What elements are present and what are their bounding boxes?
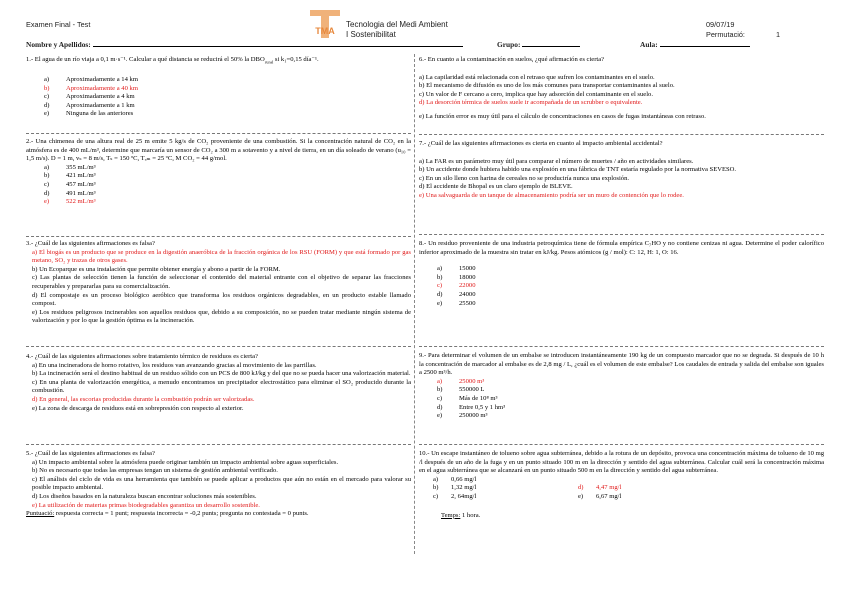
question-stem: 10.- Un escape instantáneo de tolueno sobre agua subterránea, debido a la rotura de un depósito, provoca una concentración máxima de tolueno de 10 mg /l después de un año de la fuga y en un punto situado 100 m en la dirección y sentido del agua subterránea. Calcular cuál será la concentración máxima en el agua subterránea que se alcanzará en un punto situado 500 m en la dirección y sentido del agua subterránea.	[419, 450, 824, 475]
question-separator	[419, 346, 824, 347]
option-b[interactable]: b) 421 mL/m³	[44, 172, 96, 180]
question-7	[419, 140, 824, 201]
options-grid	[419, 476, 824, 502]
option-c[interactable]: c) Las plantas de selección tienen la función de seleccionar el contenido del material entrante con el objetivo de separar las fracciones recuperables y prepararlas para su comercialización.	[32, 274, 411, 290]
option-a[interactable]: a) En una incineradora de horno rotativo, los residuos van avanzando gracias al movimiento de las parrillas.	[32, 361, 317, 369]
option-e[interactable]: e) Una salvaguarda de un tanque de almacenamiento podría ser un muro de contención que lo rodee.	[419, 191, 684, 199]
question-6	[419, 56, 824, 122]
option-d[interactable]: d) Entre 0,5 y 1 hm³	[437, 403, 506, 411]
option-a[interactable]: a) El biogás es un producto que se produce en la digestión anaeróbica de la fracción orgánica de los RSU (FORM) y que está formado por gas metano, SO₂ y trazas de otros gases.	[32, 248, 411, 265]
option-c[interactable]: c) En una planta de valorización energética, a menudo encontramos un precipitador electrostático para eliminar el SO₂ producido durante la combustión.	[32, 378, 412, 395]
question-9	[419, 352, 824, 421]
time-note: Temps: 1 hora.	[441, 511, 481, 519]
option-d[interactable]: d) El compostaje es un proceso biológico aeróbico que transforma los residuos orgánicos degradables, en un producto estable llamado compost.	[32, 291, 411, 308]
option-c[interactable]: c) Un valor de F cercano a cero, implica que hay adsorción del contaminante en el suelo.	[419, 90, 653, 98]
tma-logo	[308, 6, 342, 40]
question-8	[419, 240, 824, 308]
column-divider	[414, 54, 415, 554]
option-b[interactable]: b) No es necesario que todas las empresas tengan un sistema de gestión ambiental verificado.	[32, 467, 278, 475]
option-d[interactable]: d) La desorción térmica de suelos suele ir acompañada de un scrubber o equivalente.	[419, 99, 643, 107]
question-separator	[26, 346, 411, 347]
option-e[interactable]: e) Los residuos peligrosos incinerables son aquellos residuos que, debido a su composición, no se pueden tratar mediante ningún sistema de valorización y por lo que la gestión óptima es la incineración.	[32, 308, 412, 325]
option-a[interactable]: a) 15000	[437, 265, 476, 273]
group-line[interactable]	[522, 46, 580, 47]
exam-date: 09/07/19	[706, 20, 735, 29]
option-a[interactable]: a) 25000 m³	[437, 377, 485, 385]
option-b[interactable]: b) La incineración será el destino habitual de un residuo sólido con un PCS de 800 kJ/kg y del que no se pueda hacer una valorización material.	[32, 370, 411, 378]
option-b[interactable]: b) 550000 L	[437, 386, 485, 394]
subject-title: Tecnologia del Medi Ambient	[346, 20, 448, 29]
option-e[interactable]: e) La zona de descarga de residuos está en sobrepresión con respecto al exterior.	[32, 404, 244, 412]
exam-title: Examen Final - Test	[26, 20, 91, 29]
option-a[interactable]: a) 0,66 mg/l	[433, 475, 477, 483]
question-separator	[26, 444, 411, 445]
question-stem: 6.- En cuanto a la contaminación en suelos, ¿qué afirmación es cierta?	[419, 56, 605, 63]
question-3	[26, 240, 411, 326]
subject-subtitle: I Sostenibilitat	[346, 30, 396, 39]
question-separator	[419, 234, 824, 235]
question-10	[419, 450, 824, 520]
question-1	[26, 56, 411, 119]
option-a[interactable]: a) La FAR es un parámetro muy útil para comparar el número de muertes / año en actividades similares.	[419, 157, 694, 165]
option-c[interactable]: c) El análisis del ciclo de vida es una herramienta que también se puede aplicar a productos que aún no están en el mercado para valorar su posible impacto ambiental.	[32, 475, 411, 492]
question-stem: 8.- Un residuo proveniente de una industria petroquímica tiene de fórmula empírica C₇HO y no contiene cenizas ni agua. Determine el poder calorífico inferior aproximado de la muestra sin tratar en kJ/kg. Pesos atómicos (g / mol): C: 12, H: 1, O: 16.	[419, 240, 824, 256]
scoring-label: Puntuació:	[26, 510, 55, 518]
question-stem: 5.- ¿Cuál de las siguientes afirmaciones es falsa?	[26, 450, 155, 457]
option-c[interactable]: c) 457 mL/m³	[44, 180, 96, 188]
option-a[interactable]: a) La capilaridad está relacionada con el retraso que sufren los contaminantes en el suelo.	[419, 73, 655, 81]
name-field[interactable]	[26, 40, 463, 49]
option-b[interactable]: b) Un accidente donde hubiera habido una explosión en una fábrica de TNT estaría regulado por la normativa SEVESO.	[419, 166, 737, 174]
option-d[interactable]: d) En general, las escorias producidas durante la combustión podrán ser valorizadas.	[32, 395, 255, 403]
option-d[interactable]: d) 24000	[437, 290, 476, 298]
option-a[interactable]: a) Aproximadamente a 14 km	[44, 75, 138, 83]
question-separator	[26, 236, 411, 237]
room-line[interactable]	[660, 46, 750, 47]
question-stem: 9.- Para determinar el volumen de un embalse se introducen instantáneamente 190 kg de un compuesto marcador que no se degrada. Si después de 10 h la concentración de marcador al embalse es de 2,8 mg / L, ¿cuál es el volumen de este embalse? Los caudales de entrada y salida del embalse son iguales a 2500 m³/h.	[419, 352, 824, 377]
question-separator	[419, 444, 824, 445]
option-e[interactable]: e) La utilización de materias primas biodegradables garantiza un desarrollo sostenible.	[32, 501, 260, 509]
scoring-note: Puntuació: respuesta correcta = 1 punt; respuesta incorrecta = -0,2 punts; pregunta no contestada = 0 punts.	[26, 510, 309, 518]
option-d[interactable]: d) 491 mL/m³	[44, 189, 96, 197]
option-d[interactable]: d) El accidente de Bhopal es un claro ejemplo de BLEVE.	[419, 183, 573, 191]
option-e[interactable]: e) 6,67 mg/l	[578, 492, 622, 500]
room-field[interactable]	[640, 40, 750, 49]
permutation-value: 1	[776, 30, 781, 39]
option-e[interactable]: e) 250000 m³	[437, 412, 488, 420]
question-5	[26, 450, 411, 519]
question-stem: 7.- ¿Cuál de las siguientes afirmaciones es cierta en cuanto al impacto ambiental accidental?	[419, 140, 663, 147]
option-a[interactable]: a) 355 mL/m³	[44, 163, 96, 171]
option-b[interactable]: b) Un Ecoparque es una instalación que permite obtener energía y abono a partir de la FORM.	[32, 265, 281, 273]
time-label: Temps:	[441, 511, 461, 519]
name-line[interactable]	[93, 46, 463, 47]
option-c[interactable]: c) Más de 10⁸ m³	[437, 394, 498, 402]
logo-text: TMA	[315, 26, 335, 36]
option-e[interactable]: e) 25500	[437, 299, 476, 307]
option-d[interactable]: d) Los diseños basados en la naturaleza buscan encontrar soluciones más sostenibles.	[32, 492, 257, 500]
option-a[interactable]: a) Un impacto ambiental sobre la atmósfera puede originar también un impacto ambiental sobre aguas superficiales.	[32, 458, 339, 466]
option-c[interactable]: c) Aproximadamente a 4 km	[44, 93, 135, 101]
option-c[interactable]: c) 2, 64mg/l	[433, 492, 477, 500]
option-b[interactable]: b) 18000	[437, 273, 476, 281]
group-field[interactable]	[497, 40, 580, 49]
question-separator	[419, 134, 824, 135]
option-d[interactable]: d) 4,47 mg/l	[578, 484, 622, 492]
option-e[interactable]: e) Ninguna de las anteriores	[44, 110, 134, 118]
question-4	[26, 353, 411, 413]
question-stem: 3.- ¿Cuál de las siguientes afirmaciones es falsa?	[26, 240, 155, 247]
group-label: Grupo:	[497, 40, 521, 49]
question-stem: 4.- ¿Cuál de las siguientes afirmaciones sobre tratamiento térmico de residuos es cierta?	[26, 353, 258, 360]
option-e[interactable]: e) La función error es muy útil para el cálculo de concentraciones en casos de fugas instantáneas con retraso.	[419, 112, 706, 120]
option-c[interactable]: c) 22000	[437, 282, 476, 290]
name-label: Nombre y Apellidos:	[26, 40, 91, 49]
permutation-label: Permutació:	[706, 30, 745, 39]
question-separator	[26, 133, 411, 134]
room-label: Aula:	[640, 40, 658, 49]
option-e[interactable]: e) 522 mL/m³	[44, 198, 96, 206]
option-b[interactable]: b) Aproximadamente a 40 km	[44, 84, 138, 92]
option-b[interactable]: b) 1,32 mg/l	[433, 484, 477, 492]
question-stem: 2.- Una chimenea de una altura real de 25 m emite 5 kg/s de CO₂ proveniente de una combustión. Si la concentración natural de CO₂ en la atmósfera es de 400 mL/m³, determine que marcaría un sensor de CO₂ a 300 m a sotavento y a nivel de tierra, en un día soleado de verano (u₁₀ = 1,5 m/s). D = 1 m, vₛ = 8 m/s, Tₛ = 150 ºC, Tₐₘ = 25 ºC, M CO₂ = 44 g/mol.	[26, 138, 411, 163]
question-2	[26, 138, 411, 207]
option-b[interactable]: b) El mecanismo de difusión es uno de los más comunes para transportar contaminantes al suelo.	[419, 82, 675, 90]
question-stem: 1.- El agua de un río viaja a 0,1 m·s⁻¹. Calcular a qué distancia se reducirá el 50% la $DBO_{rural}$ si k₁=0,15 día⁻¹.	[26, 56, 319, 65]
option-c[interactable]: c) En un silo lleno con harina de cereales no se produciría nunca una explosión.	[419, 174, 630, 182]
option-d[interactable]: d) Aproximadamente a 1 km	[44, 101, 135, 109]
